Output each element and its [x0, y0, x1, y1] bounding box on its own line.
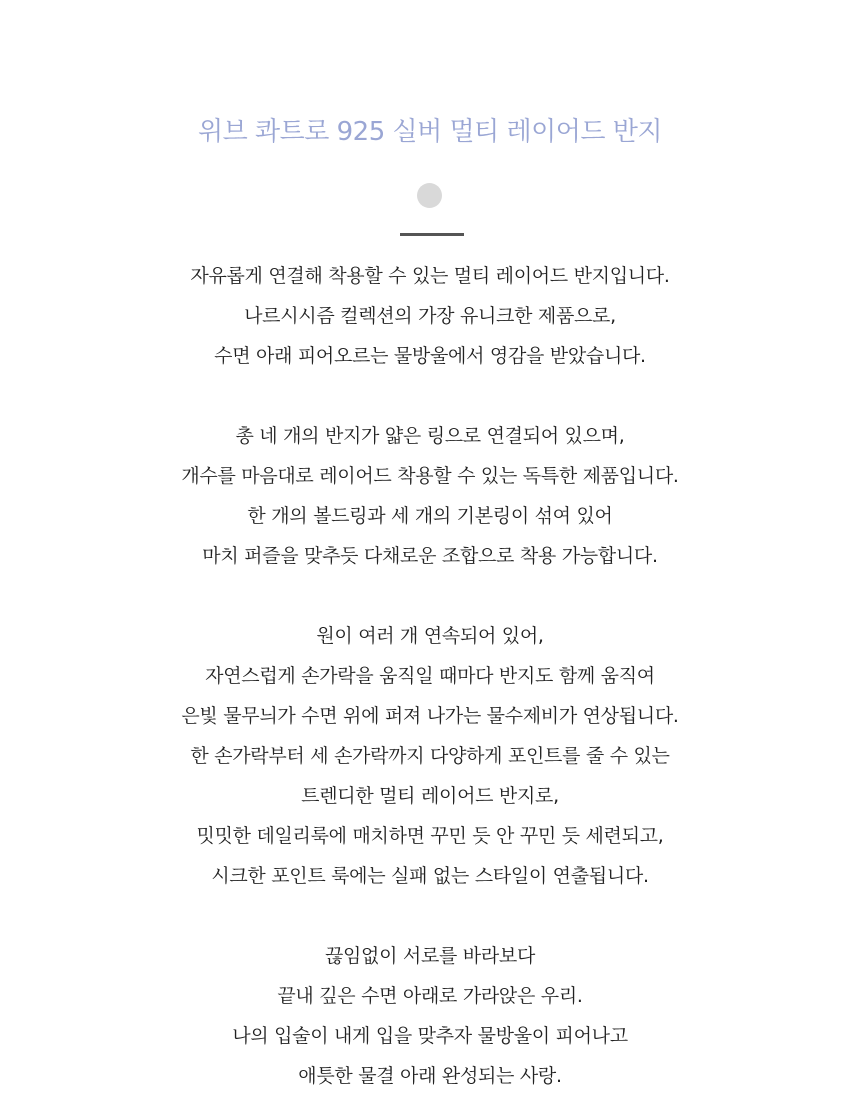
- description-line: 끝내 깊은 수면 아래로 가라앉은 우리.: [277, 985, 583, 1007]
- description-line: 나의 입술이 내게 입을 맞추자 물방울이 피어나고: [232, 1025, 628, 1047]
- description-body: [0, 256, 860, 1096]
- description-line: 시크한 포인트 룩에는 실패 없는 스타일이 연출됩니다.: [211, 865, 649, 887]
- description-line: 애틋한 물결 아래 완성되는 사랑.: [298, 1065, 562, 1087]
- paragraph: [0, 936, 860, 1096]
- paragraph: [0, 416, 860, 576]
- paragraph-gap: [0, 576, 860, 616]
- description-line: 트렌디한 멀티 레이어드 반지로,: [301, 785, 559, 807]
- description-line: 총 네 개의 반지가 얇은 링으로 연결되어 있으며,: [235, 425, 625, 447]
- decorative-dot: [417, 183, 442, 208]
- description-line: 마치 퍼즐을 맞추듯 다채로운 조합으로 착용 가능합니다.: [202, 545, 658, 567]
- paragraph-gap: [0, 376, 860, 416]
- description-line: 자연스럽게 손가락을 움직일 때마다 반지도 함께 움직여: [205, 665, 655, 687]
- product-title: 위브 콰트로 925 실버 멀티 레이어드 반지: [198, 117, 662, 147]
- description-line: 한 개의 볼드링과 세 개의 기본링이 섞여 있어: [247, 505, 613, 527]
- description-line: 원이 여러 개 연속되어 있어,: [316, 625, 544, 647]
- description-line: 개수를 마음대로 레이어드 착용할 수 있는 독특한 제품입니다.: [181, 465, 679, 487]
- paragraph-gap: [0, 896, 860, 936]
- description-line: 밋밋한 데일리룩에 매치하면 꾸민 듯 안 꾸민 듯 세련되고,: [196, 825, 664, 847]
- description-line: 자유롭게 연결해 착용할 수 있는 멀티 레이어드 반지입니다.: [190, 265, 670, 287]
- paragraph: [0, 256, 860, 376]
- description-line: 한 손가락부터 세 손가락까지 다양하게 포인트를 줄 수 있는: [190, 745, 670, 767]
- description-line: 끊임없이 서로를 바라보다: [324, 945, 536, 967]
- description-line: 나르시시즘 컬렉션의 가장 유니크한 제품으로,: [244, 305, 616, 327]
- divider-rule: [400, 233, 464, 236]
- paragraph: [0, 616, 860, 896]
- description-line: 은빛 물무늬가 수면 위에 퍼져 나가는 물수제비가 연상됩니다.: [181, 705, 679, 727]
- description-line: 수면 아래 피어오르는 물방울에서 영감을 받았습니다.: [214, 345, 646, 367]
